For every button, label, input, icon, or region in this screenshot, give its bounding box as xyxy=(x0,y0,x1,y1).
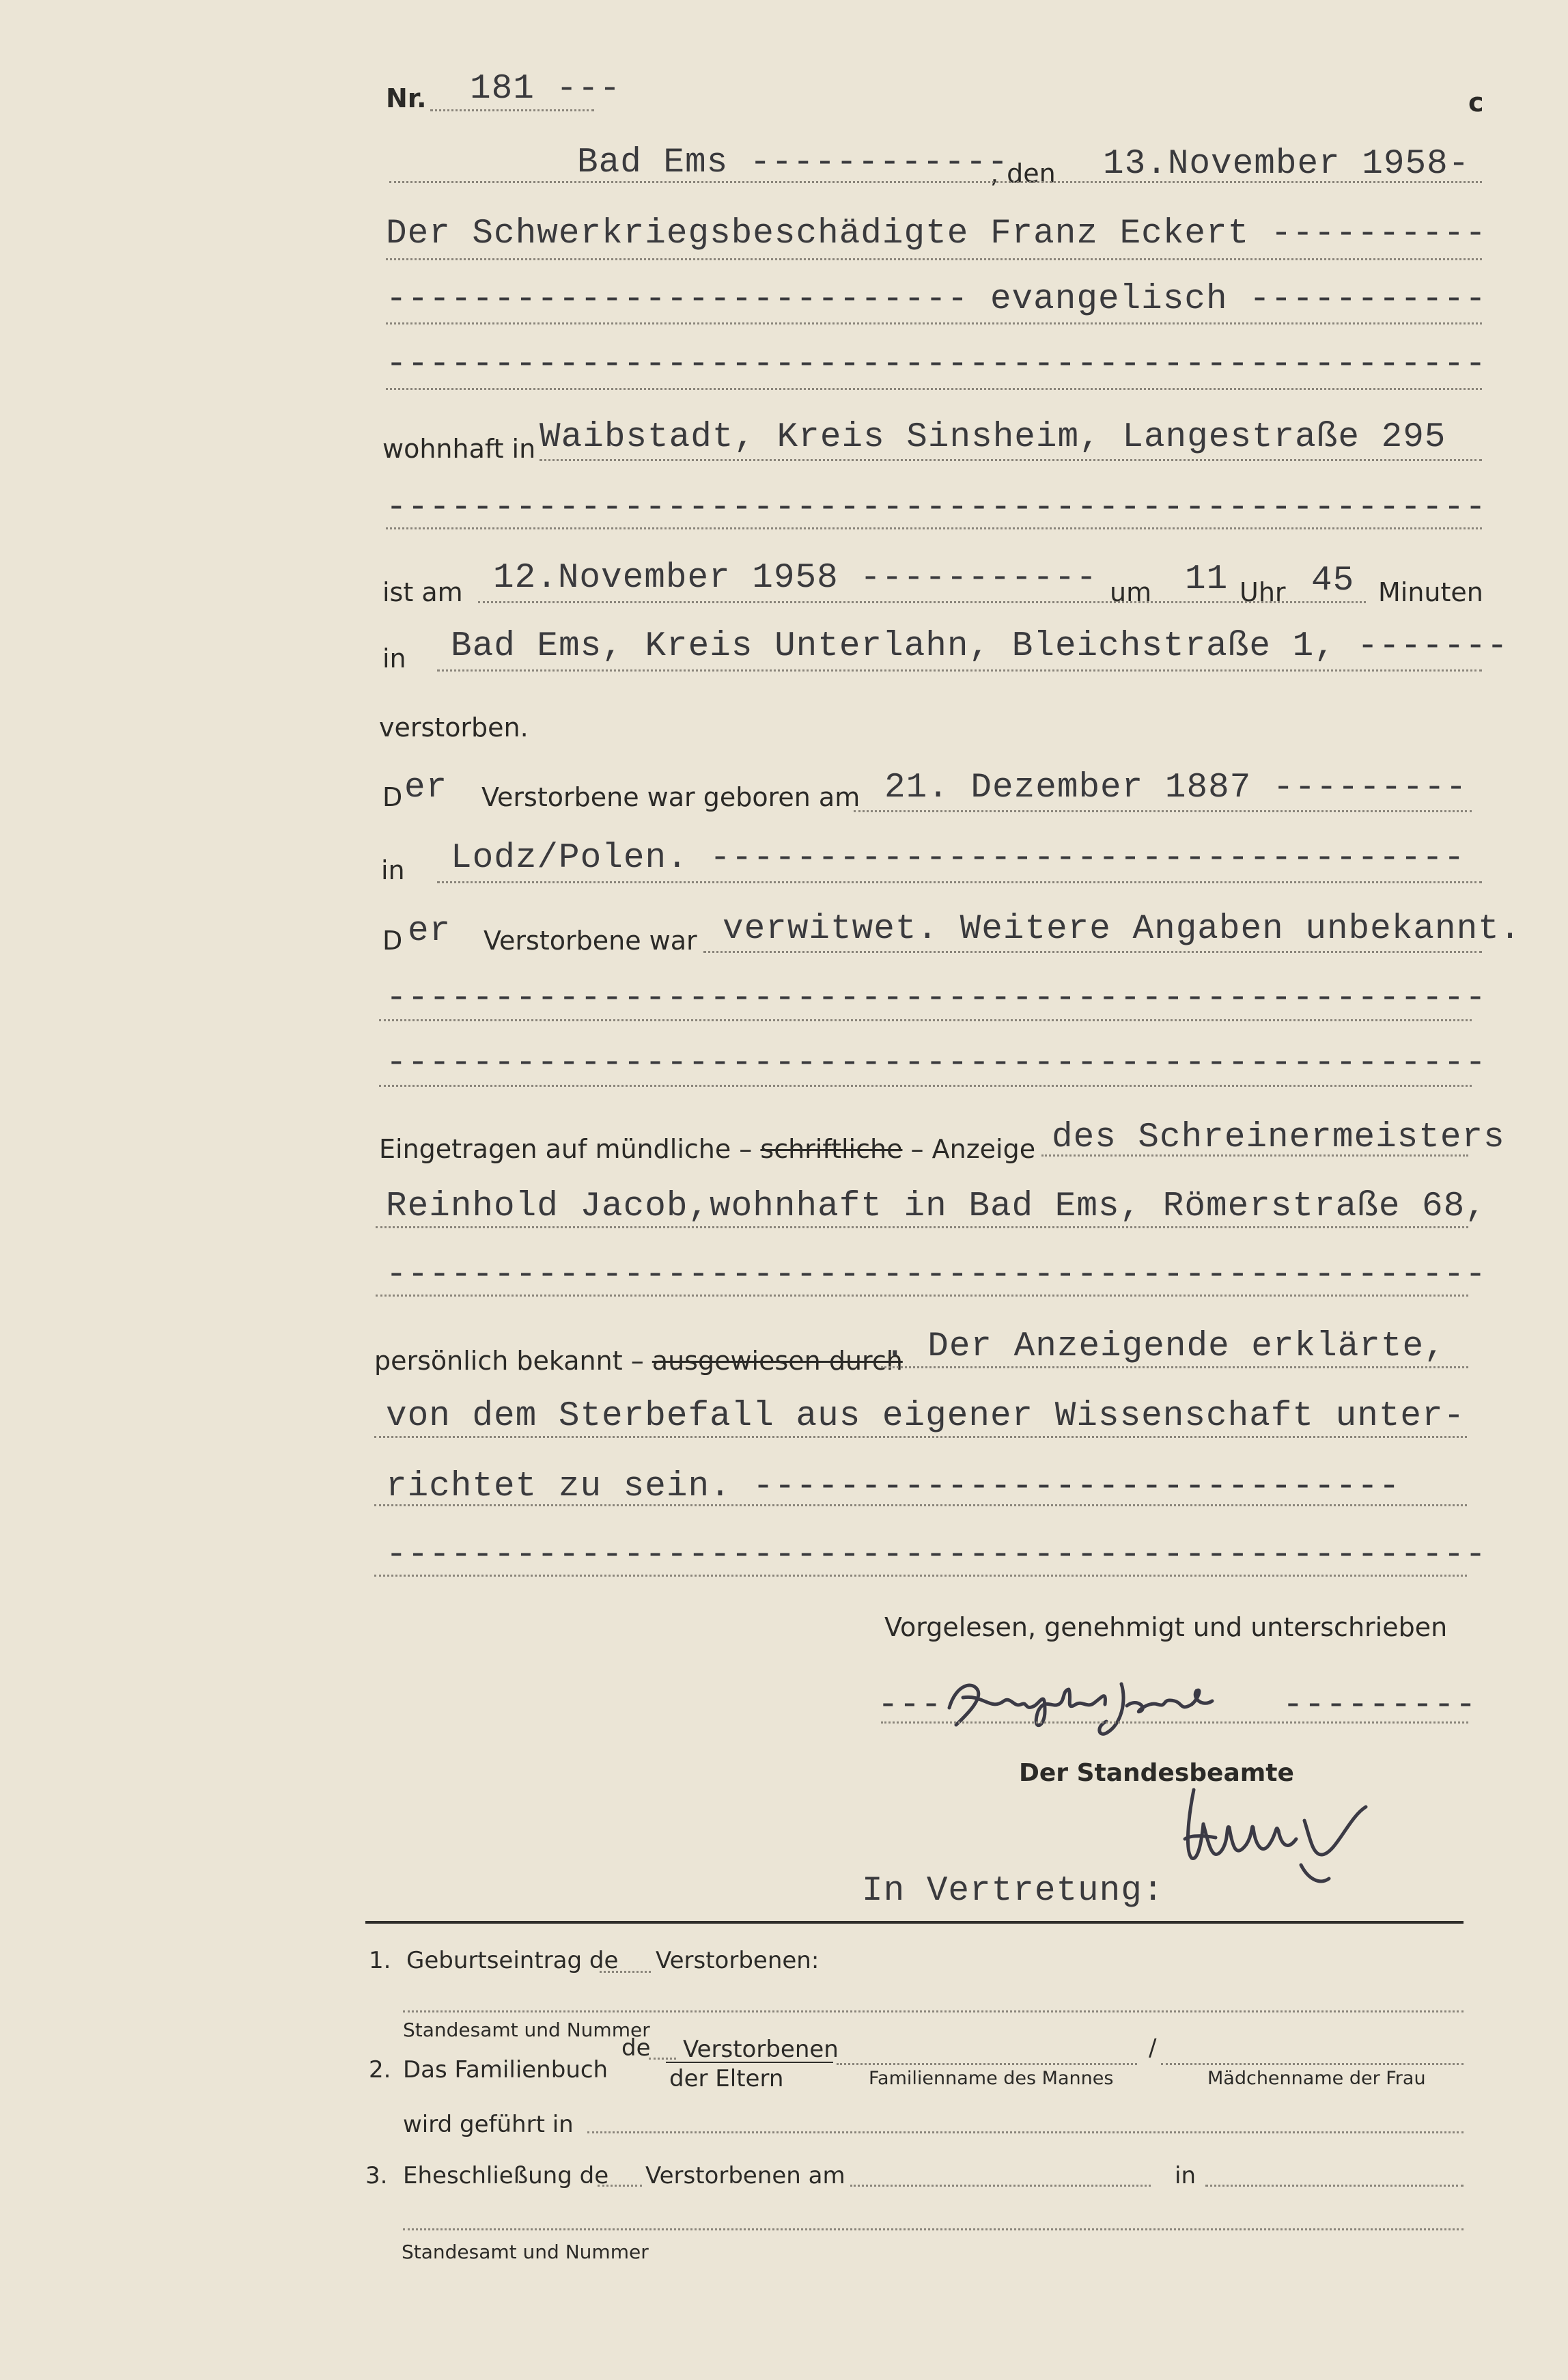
dotted-line xyxy=(478,601,1366,603)
den-label: , den xyxy=(990,158,1056,189)
dotted-line xyxy=(881,1721,1468,1724)
birth-d-label: D xyxy=(382,782,403,812)
residence-label: wohnhaft in xyxy=(382,434,536,464)
item2-option-1: Verstorbenen xyxy=(683,2036,839,2063)
registration-filler: --------------------------------------------------- xyxy=(386,1256,1487,1295)
name-line: Der Schwerkriegsbeschädigte Franz Eckert ---------- xyxy=(386,215,1487,253)
registration-value-1: des Schreinermeisters xyxy=(1052,1118,1505,1157)
official-signature xyxy=(1161,1776,1407,1899)
deputy-label: In Vertretung: xyxy=(862,1872,1164,1911)
verstorben-label: verstorben. xyxy=(379,712,529,743)
known-label xyxy=(374,1346,903,1376)
residence-filler: --------------------------------------------------- xyxy=(386,488,1487,527)
option-divider xyxy=(666,2062,833,2063)
register-number: 181 --- xyxy=(470,70,621,109)
item1-number: 1. xyxy=(369,1947,391,1974)
dotted-line xyxy=(540,459,1482,461)
item2-number: 2. xyxy=(369,2056,391,2084)
birth-label: Verstorbene war geboren am xyxy=(481,782,860,812)
dotted-line xyxy=(374,1575,1467,1577)
status-d-label: D xyxy=(382,926,403,956)
dotted-line xyxy=(379,1085,1472,1087)
status-filler-1: --------------------------------------------------- xyxy=(386,979,1487,1018)
item2-caption-husband: Familienname des Mannes xyxy=(869,2068,1114,2089)
item2-kept-label: wird geführt in xyxy=(403,2111,574,2138)
dotted-line xyxy=(389,181,1482,183)
item2-de: de xyxy=(621,2034,651,2062)
date-value: 13.November 1958- xyxy=(1103,145,1470,184)
item3-in: in xyxy=(1175,2162,1196,2189)
item1-label: Geburtseintrag de xyxy=(406,1947,619,1974)
status-er: er xyxy=(408,912,451,951)
section-divider xyxy=(365,1921,1464,1924)
official-label: Der Standesbeamte xyxy=(1019,1759,1294,1787)
dotted-line xyxy=(386,258,1482,260)
dotted-line xyxy=(374,1436,1467,1438)
known-label-struck: ausgewiesen durch xyxy=(652,1346,903,1376)
informant-signature xyxy=(942,1670,1270,1745)
dotted-line xyxy=(430,109,594,111)
dotted-line xyxy=(374,1504,1467,1506)
statement-3: richtet zu sein. ------------------------------ xyxy=(386,1467,1401,1506)
um-label: um xyxy=(1110,577,1152,607)
dotted-line xyxy=(386,527,1482,529)
dotted-line xyxy=(403,2228,1464,2230)
dotted-line xyxy=(881,1366,1468,1368)
item1-suffix: Verstorbenen: xyxy=(656,1947,820,1974)
status-filler-2: --------------------------------------------------- xyxy=(386,1044,1487,1083)
item3-label: Eheschließung de xyxy=(403,2162,609,2189)
uhr-label: Uhr xyxy=(1240,577,1286,607)
birth-place: Lodz/Polen. ----------------------------------- xyxy=(451,839,1466,878)
dotted-line xyxy=(703,951,1482,953)
dotted-line xyxy=(587,2131,1464,2133)
status-label: Verstorbene war xyxy=(484,926,697,956)
death-minutes: 45 xyxy=(1311,562,1355,600)
registration-label xyxy=(379,1134,1035,1164)
dotted-line xyxy=(649,2058,676,2060)
religion-line: --------------------------- evangelisch ----------- xyxy=(386,280,1487,319)
statement-2: von dem Sterbefall aus eigener Wissenschaft unter- xyxy=(386,1397,1466,1436)
item2-label: Das Familienbuch xyxy=(403,2056,608,2084)
registration-label-end: – Anzeige xyxy=(910,1134,1036,1164)
item3-number: 3. xyxy=(365,2162,388,2189)
death-in-label: in xyxy=(382,644,406,674)
minuten-label: Minuten xyxy=(1378,577,1483,607)
statement-1: . Der Anzeigende erklärte, xyxy=(884,1327,1446,1366)
filler-line: --------------------------------------------------- xyxy=(386,345,1487,384)
informant-line-right: --------- xyxy=(1283,1686,1477,1725)
dotted-line xyxy=(376,1295,1468,1297)
dotted-line xyxy=(1205,2185,1464,2187)
dotted-line xyxy=(1041,1154,1468,1157)
corner-mark: c xyxy=(1468,87,1484,117)
dotted-line xyxy=(386,388,1482,390)
informant-line-left: --- xyxy=(878,1686,942,1725)
dotted-line xyxy=(437,669,1482,672)
dotted-line xyxy=(600,1971,651,1973)
birth-in-label: in xyxy=(381,855,405,885)
registration-value-2: Reinhold Jacob,wohnhaft in Bad Ems, Römerstraße 68, xyxy=(386,1187,1487,1226)
birth-er: er xyxy=(404,769,448,807)
dotted-line xyxy=(376,1226,1468,1228)
nr-label: Nr. xyxy=(386,83,427,113)
dotted-line xyxy=(837,2063,1137,2065)
dotted-line xyxy=(598,2185,642,2187)
item1-caption: Standesamt und Nummer xyxy=(403,2019,650,2041)
status-value: verwitwet. Weitere Angaben unbekannt. xyxy=(723,910,1522,949)
birth-date: 21. Dezember 1887 --------- xyxy=(884,769,1468,807)
item2-slash: / xyxy=(1149,2034,1157,2062)
death-date: 12.November 1958 ----------- xyxy=(493,559,1097,598)
dotted-line xyxy=(850,2185,1151,2187)
ist-am-label: ist am xyxy=(382,577,463,607)
dotted-line xyxy=(386,322,1482,324)
dotted-line xyxy=(437,881,1482,883)
item2-option-2: der Eltern xyxy=(669,2065,784,2092)
death-hour: 11 xyxy=(1185,560,1229,599)
registration-filler-2: --------------------------------------------------- xyxy=(386,1536,1487,1575)
known-label-text: persönlich bekannt – xyxy=(374,1346,644,1376)
registration-label-start: Eingetragen auf mündliche – xyxy=(379,1134,753,1164)
dotted-line xyxy=(403,2010,1464,2012)
dotted-line xyxy=(854,810,1472,812)
item2-caption-wife: Mädchenname der Frau xyxy=(1207,2068,1426,2089)
item3-caption: Standesamt und Nummer xyxy=(402,2241,649,2263)
residence-value: Waibstadt, Kreis Sinsheim, Langestraße 295 xyxy=(540,418,1446,457)
read-approved-label: Vorgelesen, genehmigt und unterschrieben xyxy=(884,1612,1448,1642)
item3-suffix: Verstorbenen am xyxy=(645,2162,845,2189)
registration-label-struck: schriftliche xyxy=(760,1134,903,1164)
place-value: Bad Ems ------------ xyxy=(577,143,1009,182)
death-place: Bad Ems, Kreis Unterlahn, Bleichstraße 1, ------- xyxy=(451,627,1509,666)
dotted-line xyxy=(1161,2063,1464,2065)
dotted-line xyxy=(379,1019,1472,1021)
